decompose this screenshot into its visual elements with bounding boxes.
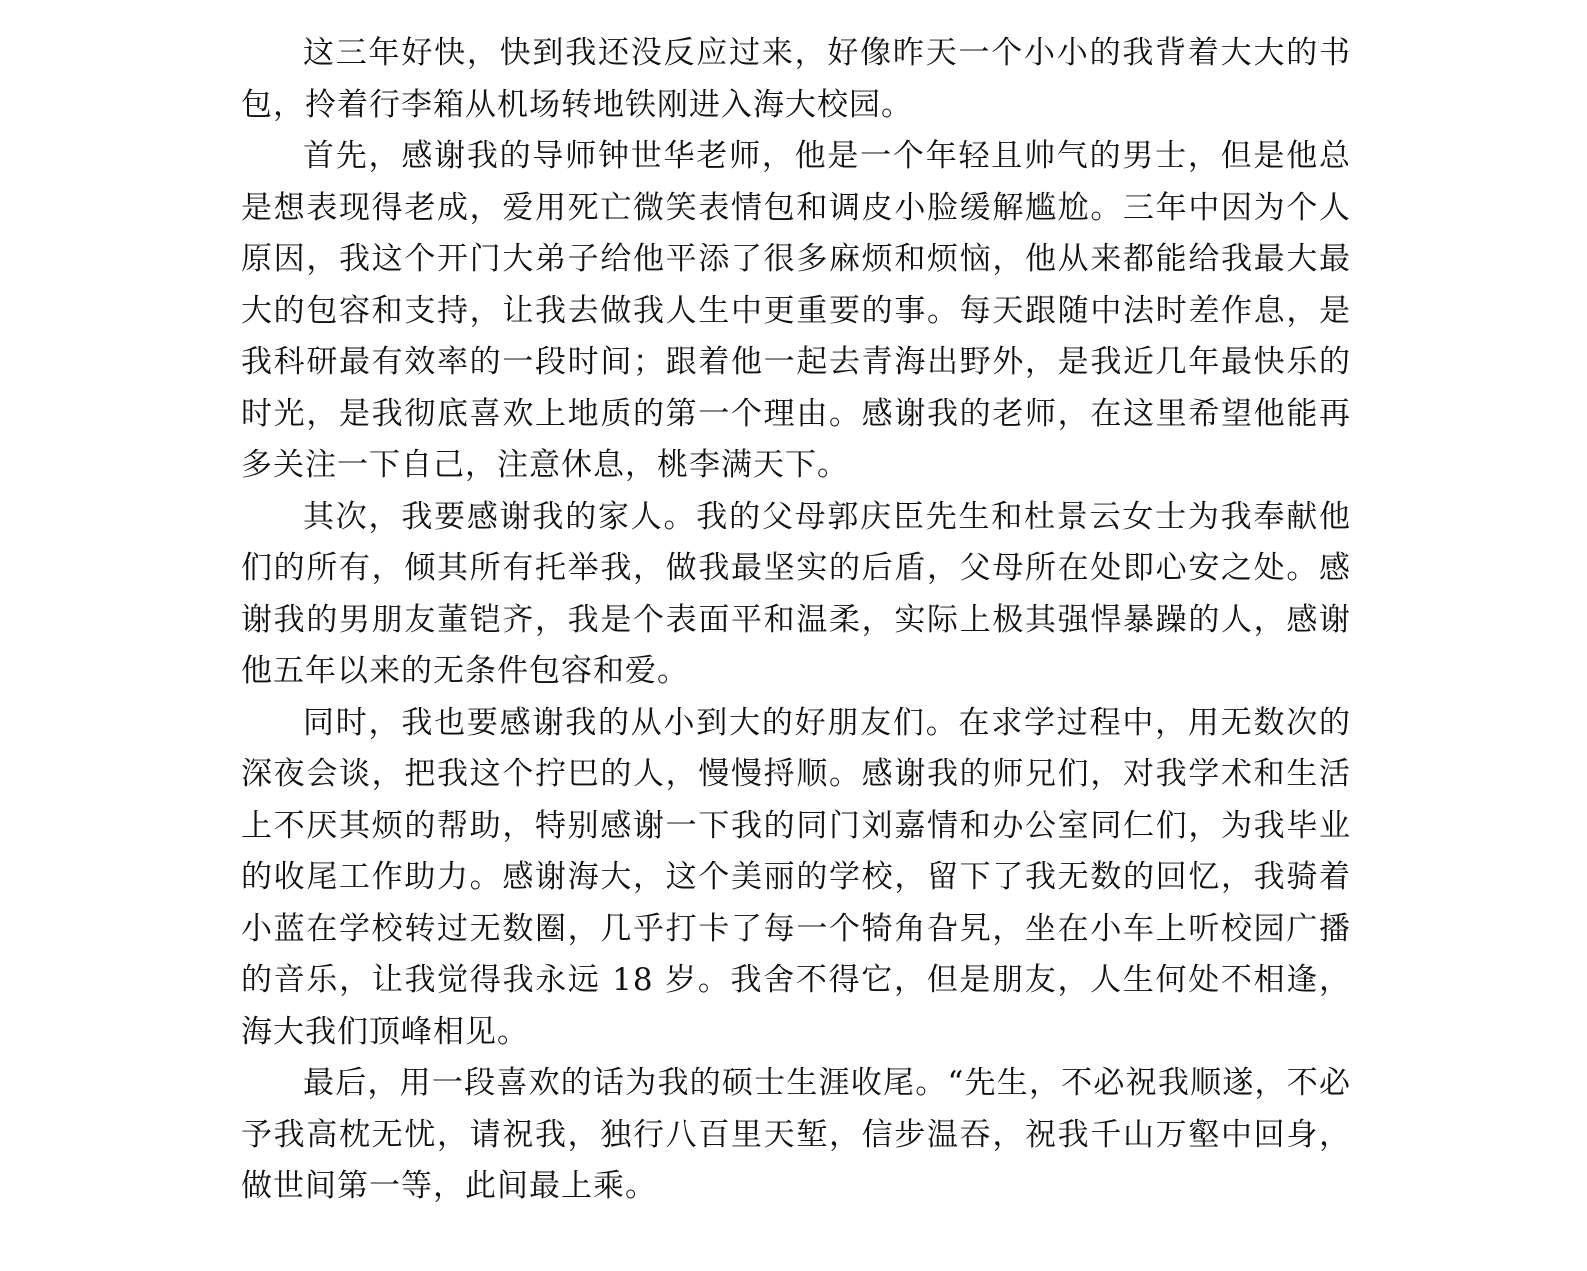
paragraph-thanks-friends: 同时，我也要感谢我的从小到大的好朋友们。在求学过程中，用无数次的深夜会谈，把我这个拧巴的人，慢慢捋顺。感谢我的师兄们，对我学术和生活上不厌其烦的帮助，特别感谢一下我的同门刘嘉情和办公室同仁们，为我毕业的收尾工作助力。感谢海大，这个美丽的学校，留下了我无数的回忆，我骑着小蓝在学校转过无数圈，几乎打卡了每一个犄角旮旯，坐在小车上听校园广播的音乐，让我觉得我永远 18 岁。我舍不得它，但是朋友，人生何处不相逢，海大我们顶峰相见。 bbox=[241, 704, 1351, 1050]
paragraph-opening: 这三年好快，快到我还没反应过来，好像昨天一个小小的我背着大大的书包，拎着行李箱从机场转地铁刚进入海大校园。 bbox=[241, 35, 1351, 123]
paragraph-closing: 最后，用一段喜欢的话为我的硕士生涯收尾。“先生，不必祝我顺遂，不必予我高枕无忧，请祝我，独行八百里天堑，信步温吞，祝我千山万壑中回身，做世间第一等，此间最上乘。 bbox=[241, 1065, 1351, 1204]
paragraph-thanks-family: 其次，我要感谢我的家人。我的父母郭庆臣先生和杜景云女士为我奉献他们的所有，倾其所有托举我，做我最坚实的后盾，父母所在处即心安之处。感谢我的男朋友董铠齐，我是个表面平和温柔，实际上极其强悍暴躁的人，感谢他五年以来的无条件包容和爱。 bbox=[241, 498, 1351, 689]
document-body bbox=[241, 28, 1351, 1213]
paragraph-thanks-advisor: 首先，感谢我的导师钟世华老师，他是一个年轻且帅气的男士，但是他总是想表现得老成，爱用死亡微笑表情包和调皮小脸缓解尴尬。三年中因为个人原因，我这个开门大弟子给他平添了很多麻烦和烦恼，他从来都能给我最大最大的包容和支持，让我去做我人生中更重要的事。每天跟随中法时差作息，是我科研最有效率的一段时间；跟着他一起去青海出野外，是我近几年最快乐的时光，是我彻底喜欢上地质的第一个理由。感谢我的老师，在这里希望他能再多关注一下自己，注意休息，桃李满天下。 bbox=[241, 138, 1351, 483]
